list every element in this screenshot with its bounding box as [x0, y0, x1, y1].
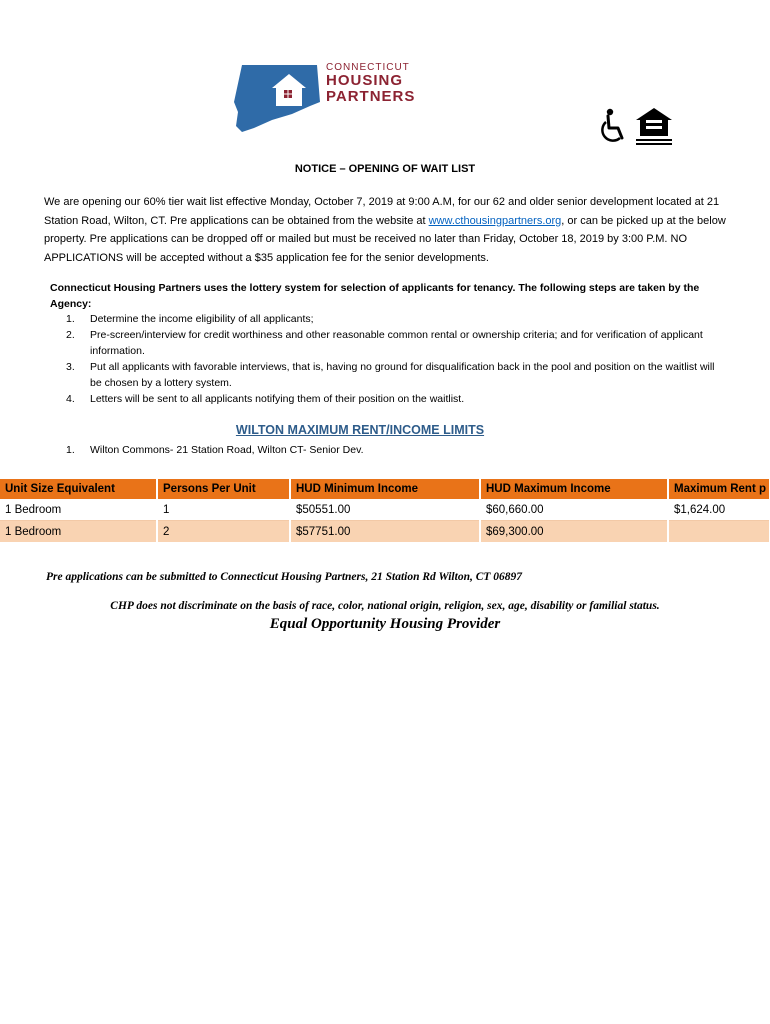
- logo-line-partners: PARTNERS: [326, 88, 416, 105]
- notice-paragraph: [44, 193, 734, 267]
- logo-line-housing: HOUSING: [326, 72, 404, 89]
- step-text: Pre-screen/interview for credit worthiness and other reasonable common rental or ownership criteria; and for verification of applicant information.: [90, 329, 703, 357]
- property-number: 1.: [66, 444, 75, 456]
- step-number: 3.: [66, 361, 75, 373]
- notice-text-part1: We are opening our 60% tier wait list effective Monday, October 7, 2019 at 9:00 A.M, for our 62 and older senior development located at 21 Station Road, Wilton, CT. Pre applications can be obtained from the website at: [44, 196, 720, 227]
- lottery-intro: Connecticut Housing Partners uses the lottery system for selection of applicants for tenancy. The following steps are taken by the Agency:: [50, 282, 700, 310]
- step-text: Put all applicants with favorable interviews, that is, having no ground for disqualification back in the pool and position on the waitlist will be chosen by a lottery system.: [90, 361, 715, 389]
- list-item: [46, 311, 726, 327]
- list-item: [46, 327, 726, 359]
- step-number: 4.: [66, 393, 75, 405]
- equal-opportunity-statement: Equal Opportunity Housing Provider: [269, 616, 501, 632]
- header-unit-size: Unit Size Equivalent: [0, 479, 157, 499]
- wheelchair-icon: [602, 109, 622, 141]
- header-hud-max: HUD Maximum Income: [480, 479, 668, 499]
- table-cell: $60,660.00: [480, 499, 668, 521]
- header-persons: Persons Per Unit: [157, 479, 290, 499]
- compliance-icons: [598, 106, 678, 148]
- step-number: 1.: [66, 313, 75, 325]
- limits-table: [0, 479, 770, 542]
- table-cell: 2: [157, 521, 290, 543]
- submission-note: Pre applications can be submitted to Connecticut Housing Partners, 21 Station Rd Wilton, CT 06897: [46, 571, 523, 583]
- table-cell: [668, 521, 770, 543]
- equal-housing-opportunity-icon: [636, 108, 672, 145]
- header-max-rent: Maximum Rent p: [668, 479, 770, 499]
- list-item: [46, 359, 726, 391]
- step-text: Determine the income eligibility of all applicants;: [90, 313, 314, 325]
- steps-list: [46, 311, 726, 407]
- property-name: Wilton Commons- 21 Station Road, Wilton CT- Senior Dev.: [90, 444, 364, 456]
- table-cell: $50551.00: [290, 499, 480, 521]
- table-cell: 1: [157, 499, 290, 521]
- logo-text: [326, 62, 415, 105]
- table-cell: 1 Bedroom: [0, 521, 157, 543]
- list-item: [46, 391, 726, 407]
- step-text: Letters will be sent to all applicants notifying them of their position on the waitlist.: [90, 393, 465, 405]
- nondiscrimination-statement: CHP does not discriminate on the basis of race, color, national origin, religion, sex, age, disability or familial status.: [110, 600, 660, 612]
- header-hud-min: HUD Minimum Income: [290, 479, 480, 499]
- table-row: [0, 521, 770, 543]
- table-cell: 1 Bedroom: [0, 499, 157, 521]
- limits-title: WILTON MAXIMUM RENT/INCOME LIMITS: [235, 423, 485, 437]
- table-header-row: [0, 479, 770, 499]
- logo-line-connecticut: CONNECTICUT: [326, 62, 410, 73]
- table-cell: $1,624.00: [668, 499, 770, 521]
- notice-text-part2: , or can be picked up at the below property. Pre applications can be dropped off or mailed but must be received no later than Friday, October 18, 2019 by 3:00 P.M. NO APPLICATIONS will be accepted without a $35 application fee for the senior developments.: [44, 214, 726, 264]
- step-number: 2.: [66, 329, 75, 341]
- notice-title: NOTICE – OPENING OF WAIT LIST: [294, 163, 476, 175]
- table-row: [0, 499, 770, 521]
- table-cell: $57751.00: [290, 521, 480, 543]
- table-cell: $69,300.00: [480, 521, 668, 543]
- website-link[interactable]: www.cthousingpartners.org: [428, 214, 562, 227]
